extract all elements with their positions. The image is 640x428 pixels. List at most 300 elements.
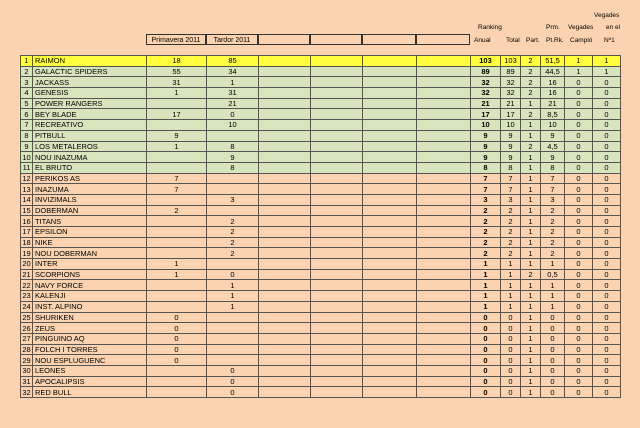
campio-cell: 1 (565, 56, 593, 67)
empty-cell (311, 365, 363, 376)
campio-cell: 0 (565, 216, 593, 227)
primavera-cell: 0 (147, 355, 207, 366)
primavera-cell (147, 280, 207, 291)
rank-cell: 30 (22, 366, 31, 376)
empty-cell (259, 387, 311, 398)
empty-cell (311, 376, 363, 387)
total-cell: 1 (501, 291, 521, 302)
empty-cell (417, 355, 471, 366)
table-row (21, 66, 621, 77)
prm-cell: 16 (541, 77, 565, 88)
empty-cell (363, 205, 417, 216)
team-name-cell: PITBULL (33, 130, 147, 141)
tardor-cell (207, 323, 259, 334)
anual-cell: 2 (471, 205, 501, 216)
prm-cell: 8 (541, 162, 565, 173)
campio-cell: 1 (565, 66, 593, 77)
team-name-cell: RECREATIVO (33, 120, 147, 131)
prm-cell: 8,5 (541, 109, 565, 120)
prm-cell: 21 (541, 98, 565, 109)
table-row (21, 259, 621, 270)
empty-cell (363, 301, 417, 312)
total-cell: 0 (501, 323, 521, 334)
total-cell: 7 (501, 173, 521, 184)
rank-cell: 7 (21, 120, 33, 131)
part-cell: 1 (521, 130, 541, 141)
part-cell: 1 (521, 365, 541, 376)
total-cell: 9 (501, 141, 521, 152)
part-cell: 1 (521, 184, 541, 195)
primavera-cell (147, 301, 207, 312)
empty-cell (363, 291, 417, 302)
rank-cell: 12 (22, 173, 31, 183)
anual-cell: 1 (471, 269, 501, 280)
rank-cell: 5 (21, 98, 33, 109)
primavera-cell: 17 (147, 109, 207, 120)
empty-cell (259, 98, 311, 109)
empty-cell (363, 355, 417, 366)
n1-cell: 0 (593, 205, 621, 216)
part-cell: 1 (521, 194, 541, 205)
empty-cell (259, 248, 311, 259)
table-row (21, 387, 621, 398)
empty-cell (259, 141, 311, 152)
tardor-cell (207, 259, 259, 270)
primavera-cell: 0 (147, 333, 207, 344)
total-cell: 9 (501, 130, 521, 141)
anual-cell: 1 (471, 291, 501, 302)
table-row (21, 344, 621, 355)
prm-cell: 51,5 (541, 56, 565, 67)
tardor-cell (207, 333, 259, 344)
part-cell: 2 (521, 88, 541, 99)
team-name-cell: EPSILON (33, 227, 147, 238)
anual-cell: 10 (471, 120, 501, 131)
empty-cell (259, 312, 311, 323)
anual-cell: 2 (471, 216, 501, 227)
team-name-cell: NOU INAZUMA (33, 152, 147, 163)
prm-cell: 10 (541, 120, 565, 131)
total-cell: 1 (501, 269, 521, 280)
empty-cell (259, 259, 311, 270)
primavera-cell: 18 (147, 56, 207, 67)
campio-cell: 0 (565, 280, 593, 291)
table-row (21, 194, 621, 205)
team-name-cell: NAVY FORCE (33, 280, 147, 291)
part-cell: 1 (521, 291, 541, 302)
n1-cell: 0 (593, 216, 621, 227)
table-row (21, 280, 621, 291)
table-row (21, 355, 621, 366)
total-cell: 0 (501, 355, 521, 366)
empty-cell (311, 227, 363, 238)
primavera-cell: 0 (147, 344, 207, 355)
tardor-cell: 31 (207, 88, 259, 99)
n1-cell: 0 (593, 312, 621, 323)
n1-cell: 0 (593, 355, 621, 366)
total-cell: 32 (501, 77, 521, 88)
part-cell: 2 (521, 141, 541, 152)
empty-cell (363, 387, 417, 398)
team-name-cell: NOU ESPLUGUENC (33, 355, 147, 366)
n1-cell: 0 (593, 173, 621, 184)
team-name-cell: TITANS (33, 216, 147, 227)
part-cell: 1 (521, 205, 541, 216)
rank-cell: 27 (22, 334, 31, 344)
n1-cell: 0 (593, 130, 621, 141)
primavera-cell: 9 (147, 130, 207, 141)
empty-cell (311, 141, 363, 152)
rank-cell: 18 (22, 238, 31, 248)
empty-cell (259, 162, 311, 173)
campio-cell: 0 (565, 312, 593, 323)
rank-cell: 23 (22, 291, 31, 301)
empty-cell (259, 194, 311, 205)
empty-cell (417, 109, 471, 120)
total-cell: 0 (501, 376, 521, 387)
tardor-cell: 0 (207, 387, 259, 398)
table-row (21, 184, 621, 195)
team-name-cell: RAIMON (33, 56, 147, 67)
tardor-cell: 1 (207, 77, 259, 88)
empty-cell (311, 194, 363, 205)
header-part: Part. (526, 37, 540, 44)
table-row (21, 109, 621, 120)
header-pt-rk: Pt.Rk. (546, 37, 564, 44)
rank-cell: 21 (22, 270, 31, 280)
n1-cell: 0 (593, 162, 621, 173)
tardor-cell: 2 (207, 237, 259, 248)
empty-cell (311, 109, 363, 120)
n1-cell: 0 (593, 152, 621, 163)
empty-cell (311, 248, 363, 259)
part-cell: 1 (521, 323, 541, 334)
tardor-cell: 34 (207, 66, 259, 77)
empty-cell (259, 227, 311, 238)
empty-cell (363, 77, 417, 88)
empty-cell (311, 205, 363, 216)
primavera-cell (147, 291, 207, 302)
primavera-cell: 7 (147, 173, 207, 184)
anual-cell: 0 (471, 312, 501, 323)
empty-cell (311, 56, 363, 67)
empty-cell (417, 259, 471, 270)
n1-cell: 0 (593, 184, 621, 195)
tardor-cell: 2 (207, 227, 259, 238)
table-row (21, 88, 621, 99)
part-cell: 1 (521, 376, 541, 387)
campio-cell: 0 (565, 301, 593, 312)
rank-cell: 1 (21, 56, 33, 67)
part-cell: 1 (521, 216, 541, 227)
n1-cell: 1 (593, 66, 621, 77)
tardor-cell: 8 (207, 141, 259, 152)
empty-cell (311, 66, 363, 77)
empty-cell (311, 291, 363, 302)
total-cell: 21 (501, 98, 521, 109)
part-cell: 1 (521, 227, 541, 238)
n1-cell: 0 (593, 248, 621, 259)
total-cell: 3 (501, 194, 521, 205)
total-cell: 89 (501, 66, 521, 77)
table-row (21, 173, 621, 184)
team-name-cell: INST. ALPINO (33, 301, 147, 312)
prm-cell: 2 (541, 237, 565, 248)
empty-cell (363, 237, 417, 248)
n1-cell: 0 (593, 194, 621, 205)
header-tardor: Tardor 2011 (206, 34, 258, 45)
total-cell: 2 (501, 216, 521, 227)
table-row (21, 56, 621, 67)
total-cell: 10 (501, 120, 521, 131)
campio-cell: 0 (565, 333, 593, 344)
part-cell: 2 (521, 56, 541, 67)
anual-cell: 89 (471, 66, 501, 77)
rank-cell: 17 (22, 227, 31, 237)
part-cell: 2 (521, 269, 541, 280)
empty-cell (311, 301, 363, 312)
anual-cell: 0 (471, 344, 501, 355)
total-cell: 8 (501, 162, 521, 173)
n1-cell: 0 (593, 344, 621, 355)
empty-cell (311, 120, 363, 131)
table-row (21, 216, 621, 227)
empty-cell (363, 227, 417, 238)
campio-cell: 0 (565, 109, 593, 120)
anual-cell: 1 (471, 259, 501, 270)
part-cell: 1 (521, 280, 541, 291)
tardor-cell: 21 (207, 98, 259, 109)
anual-cell: 17 (471, 109, 501, 120)
rank-cell: 24 (22, 302, 31, 312)
table-row (21, 301, 621, 312)
empty-cell (259, 301, 311, 312)
part-cell: 1 (521, 259, 541, 270)
rank-cell: 26 (22, 323, 31, 333)
empty-cell (259, 120, 311, 131)
empty-cell (417, 301, 471, 312)
anual-cell: 8 (471, 162, 501, 173)
team-name-cell: DOBERMAN (33, 205, 147, 216)
part-cell: 1 (521, 98, 541, 109)
primavera-cell (147, 216, 207, 227)
header-prm: Prm. (546, 24, 560, 31)
rank-cell: 8 (21, 130, 33, 141)
prm-cell: 2 (541, 227, 565, 238)
empty-cell (311, 280, 363, 291)
primavera-cell: 55 (147, 66, 207, 77)
tardor-cell (207, 312, 259, 323)
team-name-cell: EL BRUTO (33, 162, 147, 173)
empty-cell (363, 66, 417, 77)
empty-cell (311, 98, 363, 109)
anual-cell: 7 (471, 184, 501, 195)
table-row (21, 98, 621, 109)
part-cell: 2 (521, 109, 541, 120)
empty-cell (363, 248, 417, 259)
empty-cell (417, 152, 471, 163)
empty-cell (417, 237, 471, 248)
header-n1: Nº1 (604, 37, 615, 44)
table-row (21, 312, 621, 323)
campio-cell: 0 (565, 227, 593, 238)
empty-cell (311, 333, 363, 344)
empty-cell (363, 162, 417, 173)
primavera-cell (147, 152, 207, 163)
team-name-cell: GENESIS (33, 88, 147, 99)
prm-cell: 0,5 (541, 269, 565, 280)
team-name-cell: NIKE (33, 237, 147, 248)
empty-cell (311, 88, 363, 99)
header-blank-4 (416, 34, 470, 45)
empty-cell (311, 259, 363, 270)
anual-cell: 21 (471, 98, 501, 109)
prm-cell: 1 (541, 291, 565, 302)
empty-cell (417, 216, 471, 227)
tardor-cell: 1 (207, 280, 259, 291)
prm-cell: 9 (541, 130, 565, 141)
empty-cell (363, 333, 417, 344)
tardor-cell (207, 130, 259, 141)
campio-cell: 0 (565, 173, 593, 184)
campio-cell: 0 (565, 152, 593, 163)
empty-cell (417, 387, 471, 398)
empty-cell (311, 312, 363, 323)
anual-cell: 0 (471, 323, 501, 334)
empty-cell (417, 205, 471, 216)
rank-cell: 19 (22, 248, 31, 258)
team-name-cell: LOS METALEROS (33, 141, 147, 152)
tardor-cell: 2 (207, 248, 259, 259)
empty-cell (363, 312, 417, 323)
primavera-cell (147, 227, 207, 238)
campio-cell: 0 (565, 162, 593, 173)
anual-cell: 0 (471, 365, 501, 376)
header-en-el: en el (606, 24, 621, 31)
campio-cell: 0 (565, 194, 593, 205)
tardor-cell: 0 (207, 269, 259, 280)
empty-cell (417, 56, 471, 67)
empty-cell (259, 344, 311, 355)
n1-cell: 0 (593, 77, 621, 88)
anual-cell: 103 (471, 56, 501, 67)
empty-cell (417, 227, 471, 238)
empty-cell (259, 152, 311, 163)
empty-cell (311, 387, 363, 398)
empty-cell (417, 333, 471, 344)
total-cell: 0 (501, 312, 521, 323)
tardor-cell: 0 (207, 376, 259, 387)
campio-cell: 0 (565, 387, 593, 398)
primavera-cell (147, 376, 207, 387)
team-name-cell: SHURIKEN (33, 312, 147, 323)
header-ranking: Ranking (478, 24, 502, 31)
header-total: Total (506, 37, 520, 44)
table-row (21, 323, 621, 334)
part-cell: 1 (521, 387, 541, 398)
prm-cell: 2 (541, 248, 565, 259)
empty-cell (363, 88, 417, 99)
table-row (21, 376, 621, 387)
anual-cell: 32 (471, 77, 501, 88)
prm-cell: 7 (541, 184, 565, 195)
empty-cell (363, 323, 417, 334)
tardor-cell: 1 (207, 291, 259, 302)
prm-cell: 16 (541, 88, 565, 99)
n1-cell: 0 (593, 376, 621, 387)
campio-cell: 0 (565, 237, 593, 248)
table-row (21, 291, 621, 302)
campio-cell: 0 (565, 376, 593, 387)
rank-cell: 29 (22, 355, 31, 365)
empty-cell (259, 269, 311, 280)
empty-cell (363, 365, 417, 376)
empty-cell (311, 237, 363, 248)
n1-cell: 1 (593, 56, 621, 67)
empty-cell (363, 269, 417, 280)
rank-cell: 31 (22, 376, 31, 386)
n1-cell: 0 (593, 259, 621, 270)
table-row (21, 141, 621, 152)
empty-cell (363, 130, 417, 141)
total-cell: 9 (501, 152, 521, 163)
total-cell: 17 (501, 109, 521, 120)
total-cell: 2 (501, 205, 521, 216)
anual-cell: 9 (471, 152, 501, 163)
table-row (21, 269, 621, 280)
tardor-cell: 8 (207, 162, 259, 173)
empty-cell (259, 66, 311, 77)
primavera-cell: 1 (147, 259, 207, 270)
empty-cell (417, 66, 471, 77)
empty-cell (259, 280, 311, 291)
rank-cell: 15 (22, 205, 31, 215)
table-row (21, 365, 621, 376)
n1-cell: 0 (593, 141, 621, 152)
empty-cell (417, 344, 471, 355)
anual-cell: 0 (471, 355, 501, 366)
empty-cell (363, 141, 417, 152)
total-cell: 0 (501, 387, 521, 398)
prm-cell: 0 (541, 344, 565, 355)
campio-cell: 0 (565, 248, 593, 259)
empty-cell (417, 323, 471, 334)
n1-cell: 0 (593, 291, 621, 302)
n1-cell: 0 (593, 88, 621, 99)
anual-cell: 0 (471, 376, 501, 387)
prm-cell: 0 (541, 323, 565, 334)
campio-cell: 0 (565, 259, 593, 270)
empty-cell (417, 184, 471, 195)
empty-cell (417, 376, 471, 387)
tardor-cell (207, 173, 259, 184)
primavera-cell (147, 194, 207, 205)
table-row (21, 77, 621, 88)
anual-cell: 2 (471, 237, 501, 248)
prm-cell: 7 (541, 173, 565, 184)
primavera-cell (147, 387, 207, 398)
empty-cell (363, 56, 417, 67)
total-cell: 0 (501, 344, 521, 355)
empty-cell (311, 323, 363, 334)
anual-cell: 1 (471, 280, 501, 291)
prm-cell: 9 (541, 152, 565, 163)
campio-cell: 0 (565, 323, 593, 334)
team-name-cell: INAZUMA (33, 184, 147, 195)
empty-cell (259, 216, 311, 227)
prm-cell: 1 (541, 280, 565, 291)
tardor-cell (207, 205, 259, 216)
